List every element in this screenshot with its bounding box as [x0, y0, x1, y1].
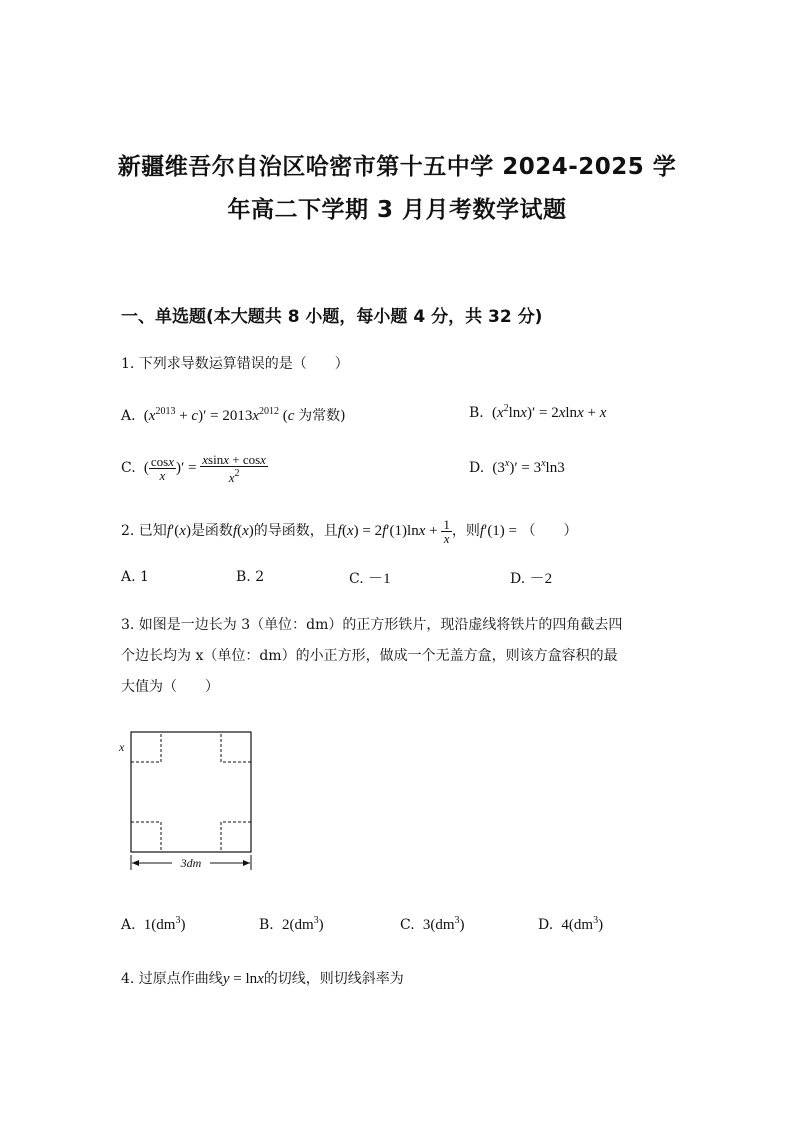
- dim-arrow-left: [132, 860, 139, 866]
- q3-option-b-unit: dm: [294, 917, 314, 933]
- question-3-line1: 3. 如图是一边长为 3（单位：dm）的正方形铁片，现沿虚线将铁片的四角截去四: [121, 617, 623, 633]
- q3-option-d-number: 4: [561, 917, 569, 933]
- q3-option-b-value: $2(dm^3)$: [281, 915, 324, 933]
- q3-option-a-label: A.: [121, 917, 136, 933]
- q3-option-d-unit: dm: [573, 917, 594, 933]
- q2-f-x: f(x): [232, 522, 254, 539]
- q3-option-a-unit: dm: [156, 917, 176, 933]
- q1-option-a: [121, 405, 346, 425]
- square-sheet-figure: [112, 722, 272, 882]
- q1-option-b-label: B.: [469, 405, 484, 421]
- q2-option-d-label: D.: [510, 571, 526, 587]
- q2-fprime-1: f′(1) =: [479, 522, 518, 539]
- question-2-stem: [121, 518, 577, 545]
- figure-x-label: x: [119, 740, 125, 754]
- q1-option-d-formula: $(3^x)' = 3^x\ln 3$: [488, 458, 565, 476]
- question-3-line2: 个边长均为 x（单位：dm）的小正方形，做成一个无盖方盒，则该方盒容积的最: [121, 648, 618, 664]
- figure-dimension-label: 3dm: [180, 856, 202, 870]
- q1-option-b: [469, 403, 606, 422]
- q1-option-a-formula: $(x^{2013} + c)' = 2013x^{2012}$ (c: [140, 406, 295, 424]
- corner-cut-top-right: [221, 732, 251, 762]
- q3-option-c-value: $3(dm^3)$: [422, 915, 465, 933]
- q3-option-b-number: 2: [281, 917, 290, 933]
- question-1-stem: 1. 下列求导数运算错误的是（ ）: [121, 356, 349, 372]
- q2-text-3: 的导函数，且: [253, 522, 338, 539]
- q3-option-a-value: $1(dm^3)$: [143, 915, 186, 933]
- q2-option-d-value: －2: [529, 571, 553, 587]
- q2-text-1: 2. 已知: [121, 522, 167, 539]
- q4-text-2: 的切线，则切线斜率为: [263, 971, 404, 987]
- q1-option-d: [469, 458, 565, 477]
- q3-option-b: [259, 915, 324, 934]
- dim-arrow-right: [243, 860, 250, 866]
- corner-cut-bottom-left: [131, 822, 161, 852]
- q3-option-d: [538, 915, 603, 934]
- q4-curve: y = lnx: [222, 971, 264, 987]
- q2-text-2: 是函数: [190, 522, 233, 539]
- outer-square: [131, 732, 251, 852]
- q3-option-d-label: D.: [538, 917, 554, 933]
- q2-option-b: B. 2: [236, 569, 265, 585]
- q1-option-a-c: c: [287, 408, 295, 424]
- q3-option-c-label: C.: [400, 917, 415, 933]
- corner-cut-bottom-right: [221, 822, 251, 852]
- corner-cut-top-left: [131, 732, 161, 762]
- q3-option-d-value: $4(dm^3)$: [561, 915, 604, 933]
- q1-option-a-note: 为常数): [298, 408, 346, 424]
- q2-option-d: [510, 567, 552, 588]
- question-3-line3: 大值为（ ）: [121, 679, 219, 695]
- q3-option-b-label: B.: [259, 917, 274, 933]
- q1-option-c-formula: ( $\frac{\cos x}{x}$ )′ = $\frac{xsinx + \cos x}{x^2}$: [140, 452, 266, 485]
- q3-option-c-number: 3: [422, 917, 431, 933]
- q3-option-a-number: 1: [143, 917, 152, 933]
- q2-answer-paren: （ ）: [521, 522, 578, 539]
- section-heading: 一、单选题(本大题共 8 小题，每小题 4 分，共 32 分): [121, 307, 543, 327]
- q1-option-c-label: C.: [121, 459, 136, 476]
- q2-option-c-value: －1: [368, 571, 391, 587]
- q1-option-b-formula: $(x^2\ln x)' = 2xlnx + x$: [488, 403, 607, 421]
- q1-option-d-label: D.: [469, 460, 485, 476]
- q2-text-4: ，则: [451, 522, 480, 539]
- q3-option-c: [400, 915, 465, 934]
- q2-option-a: A. 1: [121, 569, 149, 585]
- q2-fprime-x: f′(x): [166, 522, 191, 539]
- q1-option-a-label: A.: [121, 408, 136, 424]
- document-title-line2: 年高二下学期 3 月月考数学试题: [227, 197, 567, 223]
- question-4-stem: [121, 968, 404, 988]
- q1-option-c: [121, 453, 268, 484]
- q3-option-a: [121, 915, 185, 934]
- q4-text-1: 4. 过原点作曲线: [121, 971, 223, 987]
- q3-option-c-unit: dm: [435, 917, 455, 933]
- q2-equation: f(x) = 2f′(1)lnx + $\frac{1}{x}$: [337, 517, 450, 546]
- document-title-line1: 新疆维吾尔自治区哈密市第十五中学 2024-2025 学: [117, 154, 677, 180]
- q2-option-c: [349, 567, 391, 588]
- q2-option-c-label: C.: [349, 571, 364, 587]
